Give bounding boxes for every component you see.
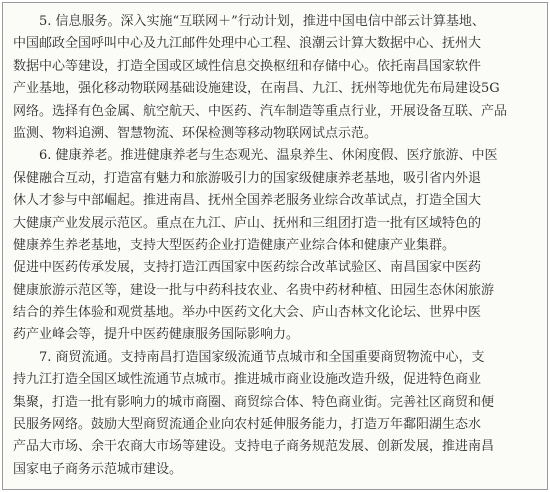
paragraph-line: 保健融合互动，打造富有魅力和旅游吸引力的国家级健康养老基地，吸引省内外退 [13,170,482,186]
document-frame [2,2,548,490]
section-health-elderly [13,145,543,347]
paragraph-line: 5. 信息服务。深入实施“互联网＋”行动计划，推进中国电信中部云计算基地、 [13,14,485,29]
paragraph-line: 中国邮政全国呼叫中心及九江邮件处理中心工程、浪潮云计算大数据中心、抚州大 [13,36,482,52]
paragraph-line: 大健康产业发展示范区。重点在九江、庐山、抚州和三组团打造一批有区域特色的 [13,215,482,231]
paragraph-line: 持九江打造全国区域性流通节点城市。推进城市商业设施改造升级，促进特色商业 [13,372,482,388]
paragraph-line: 促进中医药传承发展，支持打造江西国家中医药综合改革试验区、南昌国家中医药 [13,260,482,276]
section-info-services [13,11,543,145]
document-body [13,11,543,481]
paragraph-line: 产业基地，强化移动物联网基础设施建设，在南昌、九江、抚州等地优先布局建设5G [13,81,500,97]
paragraph-line: 休人才参与中部崛起。推进南昌、抚州全国养老服务业综合改革试点，打造全国大 [13,193,482,209]
section-commerce-circulation [13,347,543,481]
paragraph-line: 7. 商贸流通。支持南昌打造国家级流通节点城市和全国重要商贸物流中心，支 [13,349,485,365]
paragraph-line: 6. 健康养老。推进健康养老与生态观光、温泉养生、休闲度假、医疗旅游、中医 [13,148,498,164]
paragraph-line: 民服务网络。鼓励大型商贸流通企业向农村延伸服务能力，打造万年鄱阳湖生态水 [13,417,482,433]
paragraph-line: 药产业峰会等，提升中医药健康服务国际影响力。 [13,327,300,343]
paragraph-line: 集聚，打造一批有影响力的城市商圈、商贸综合体、特色商业街。完善社区商贸和便 [13,394,495,410]
paragraph-line: 国家电子商务示范城市建设。 [13,461,183,477]
paragraph-line: 产品大市场、余干农商大市场等建设。支持电子商务规范发展、创新发展，推进南昌 [13,439,495,455]
paragraph-line: 网络。选择有色金属、航空航天、中医药、汽车制造等重点行业，开展设备互联、产品 [13,103,508,119]
paragraph-line: 结合的养生体验和观赏基地。举办中医药文化大会、庐山杏林文化论坛、世界中医 [13,305,482,321]
paragraph-line: 监测、物料追溯、智慧物流、环保检测等移动物联网试点示范。 [13,125,378,141]
paragraph-line: 健康养生养老基地，支持大型医药企业打造健康产业综合体和健康产业集群。 [13,237,456,253]
paragraph-line: 健康旅游示范区等，建设一批与中药科技农业、名贵中药材种植、田园生态休闲旅游 [13,282,495,298]
paragraph-line: 数据中心等建设，打造全国或区域性信息交换枢纽和存储中心。依托南昌国家软件 [13,58,482,74]
